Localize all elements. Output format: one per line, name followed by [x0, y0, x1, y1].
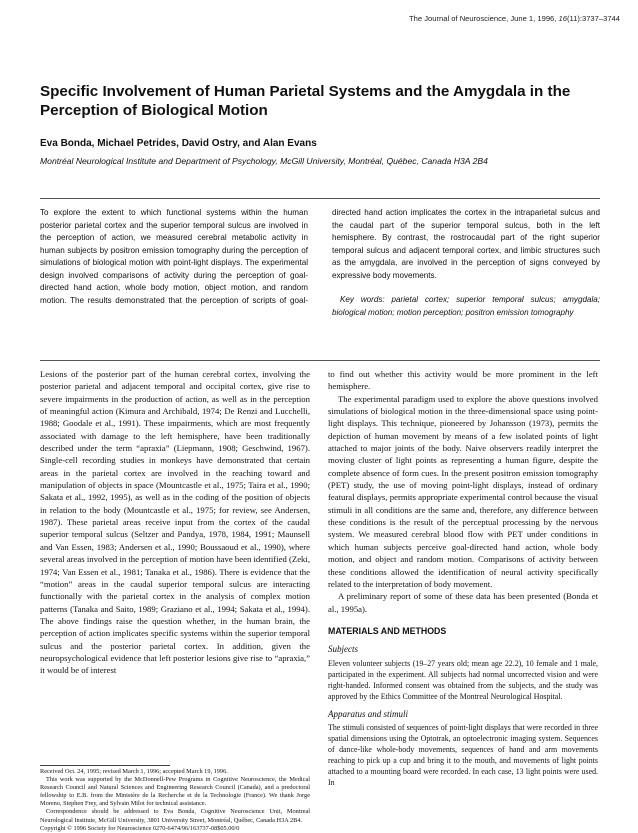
subjects-heading: Subjects — [328, 644, 358, 655]
intro-paragraph-continued: to find out whether this activity would be more prominent in the left hemisphere. — [328, 369, 598, 392]
footnote-copyright: Copyright © 1996 Society for Neuroscience 0270-6474/96/163737-08$05.00/0 — [40, 824, 240, 832]
footnote-rule — [40, 765, 170, 766]
footnotes — [40, 768, 310, 833]
body-column-right — [328, 368, 598, 788]
abstract-keywords: Key words: parietal cortex; superior temporal sulcus; amygdala; biological motion; motion perception; positron emission tomography — [332, 295, 600, 317]
footnote-received: Received Oct. 24, 1995; revised March 1, 1996; accepted March 19, 1996. — [40, 768, 228, 775]
body-column-left — [40, 368, 310, 677]
journal-header — [330, 14, 620, 23]
paradigm-paragraph: The experimental paradigm used to explore the above questions involved simulations of biological motion in the three-dimensional space using point-light displays. This technique, pioneered by Johansson (1973), permits the depiction of human movement by means of a few isolated points of light attached to major joints of the body. Naive observers readily interpret the moving cluster of light points as representing a human figure, despite the complete absence of form cues. In the present positron emission tomography (PET) study, the use of moving point-light displays, instead of ordinary featural displays, permits appropriate experimental control because the visual stimuli in all conditions are the same and, therefore, any difference between these conditions is the result of the perceptual processing by the nervous system. We measured cerebral blood flow with PET under conditions in which human subjects perceive goal-directed hand action, whole body motion, and object and random motion. Comparisons of activity between these conditions allowed the identification of neural activity specifically related to the interpretation of body movement. — [328, 393, 598, 589]
apparatus-paragraph: The stimuli consisted of sequences of point-light displays that were recorded in three spatial dimensions using the Optotrak, an optoelectronic imaging system. Sequences of dance-like whole-body movements, sequences of hand and arm movements reaching to pick up a cup and bring it to the mouth, and movements of light points attached to a mounting board were recorded. In each case, 13 light points were used. In — [328, 722, 598, 787]
abstract-bottom-rule — [40, 360, 600, 361]
article-authors: Eva Bonda, Michael Petrides, David Ostry, and Alan Evans — [40, 138, 317, 149]
article-title: Specific Involvement of Human Parietal Systems and the Amygdala in the Perception of Biological Motion — [40, 83, 571, 119]
subjects-paragraph: Eleven volunteer subjects (19–27 years old; mean age 22.2), 10 female and 1 male, participated in the experiment. All subjects had normal uncorrected vision and were right-handed. Informed consent was obtained from the subjects, and the study was approved by the Ethics Committee of the Montreal Neurological Hospital. — [328, 658, 598, 701]
abstract-text: To explore the extent to which functional systems within the human posterior parietal cortex and the superior temporal sulcus are involved in the perception of action, we measured cerebral metabolic activity in human subjects by positron emission tomography during the perception of simulations of biological motion with point-light displays. The experimental design involved comparisons of activity during the perception of goal-directed hand action, whole body motion, object motion, and random motion. The results demonstrated that the perception of scripts of goal-directed hand action implicates the cortex in the intraparietal sulcus and the caudal part of the superior temporal sulcus, both in the left hemisphere. By contrast, the rostrocaudal part of the right superior temporal sulcus and adjacent temporal cortex, and limbic structures such as the amygdala, are involved in the perception of signs conveyed by expressive body movements. — [40, 208, 600, 305]
apparatus-heading: Apparatus and stimuli — [328, 708, 409, 719]
journal-citation: The Journal of Neuroscience, June 1, 1996, — [409, 14, 559, 23]
journal-pages: (11):3737–3744 — [566, 14, 620, 23]
methods-heading: MATERIALS AND METHODS — [328, 625, 447, 636]
journal-volume: 16 — [558, 14, 567, 23]
intro-paragraph: Lesions of the posterior part of the human cerebral cortex, involving the posterior parietal and adjacent temporal and occipital cortex, give rise to severe impairments in the production of action, as well as in the perception of meaningful action (Kimura and Archibald, 1974; De Renzi and Lucchelli, 1988; Goodale et al., 1991). These impairments, which are most frequently associated with damage to the left hemisphere, have been traditionally described under the term “apraxia” (Liepmann, 1908; Geschwind, 1967). Single-cell recording studies in monkeys have demonstrated that certain areas in the parietal cortex are involved in the reaching toward and manipulation of objects in space (Mountcastle et al., 1975; Taira et al., 1990; Sakata et al., 1992, 1995), as well as in the coding of the position of objects in relation to the body (Mountcastle et al., 1975; for review, see Andersen, 1987). These parietal areas receive input from the cortex of the caudal superior temporal sulcus (Seltzer and Pandya, 1978, 1984, 1991; Maunsell and Van Essen, 1983; Andersen et al., 1990; Boussaoud et al., 1990), where several areas involved in the perception of motion have been identified (Zeki, 1974; Van Essen et al., 1981; Tanaka et al., 1986). There is evidence that the “motion” areas in the caudal superior temporal sulcus are interacting functionally with the parietal cortex in the analysis of complex motion patterns (Tanaka and Saito, 1989; Graziano et al., 1994; Sakata et al., 1994). The above findings raise the question whether, in the human brain, the perception of action implicates specific systems within the superior temporal sulcus and the posterior parietal cortex. In addition, given the neuropsychological evidence that left posterior lesions give rise to “apraxia,” it would be of interest — [40, 369, 310, 676]
footnote-correspondence: Correspondence should be addressed to Eva Bonda, Cognitive Neuroscience Unit, Montreal Neurological Institute, McGill University, 3801 University Street, Montréal, Québec, Canada H3A 2B4. — [40, 808, 310, 824]
abstract-top-rule — [40, 198, 600, 199]
preliminary-report-paragraph: A preliminary report of some of these data has been presented (Bonda et al., 1995a). — [328, 591, 598, 614]
footnote-support: This work was supported by the McDonnell-Pew Programs in Cognitive Neuroscience, the Medical Research Council and Natural Sciences and Engineering Research Council (Canada), and a predoctoral fellowship to E.B. from the Ministère de la Recherche et de la Technologie (France). We thank Jorge Moreno, Stephen Frey, and Sylvain Milot for technical assistance. — [40, 776, 310, 808]
abstract — [40, 207, 600, 319]
article-affiliation: Montréal Neurological Institute and Department of Psychology, McGill University, Montréal, Québec, Canada H3A 2B4 — [40, 156, 488, 166]
